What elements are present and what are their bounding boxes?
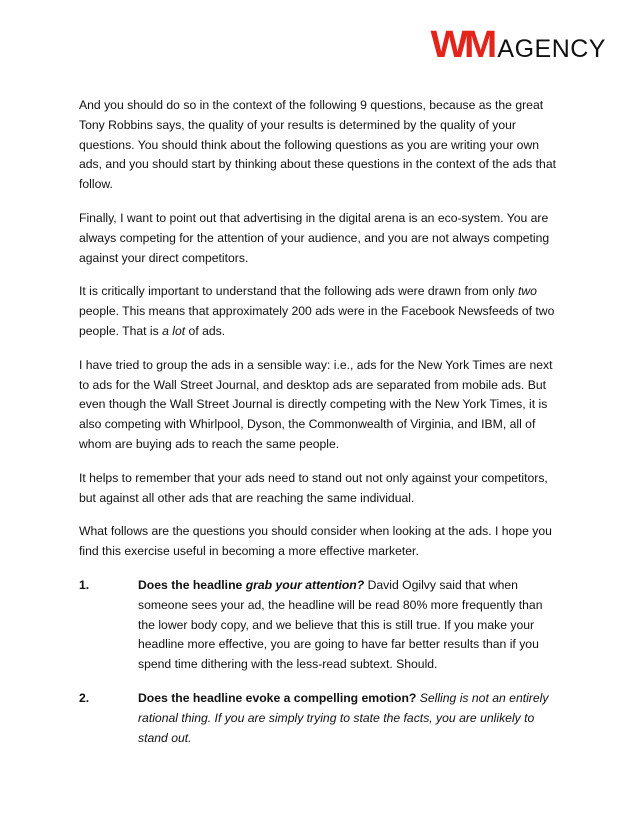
p3-emphasis-a-lot: a lot [162, 323, 186, 338]
logo-wordmark: AGENCY [497, 35, 606, 63]
logo-mark: WM [430, 24, 493, 66]
agency-logo [430, 24, 606, 66]
p3-text-a: It is critically important to understand that the following ads were drawn from only [79, 284, 518, 299]
document-body [79, 96, 559, 762]
paragraph-two-people [79, 282, 559, 341]
question-text-italic: Selling is not an entirely rational thing. If you are simply trying to state the facts, you are unlikely to stand out. [138, 690, 549, 745]
question-heading: Does the headline [138, 577, 246, 592]
paragraph-ecosystem: Finally, I want to point out that advertising in the digital arena is an eco-system. You are always competing for the attention of your audience, and you are not always competing against your direct competitors. [79, 210, 550, 265]
question-body [138, 689, 559, 748]
question-number: 1. [79, 577, 90, 592]
question-2 [79, 689, 559, 748]
p3-text-c: of ads. [185, 323, 226, 338]
question-heading-emphasis: grab your attention? [245, 577, 365, 592]
question-number: 2. [79, 690, 90, 705]
question-text: David Ogilvy said that when someone sees your ad, the headline will be read 80% more frequently than the lower body copy, and we believe that this is still true. If you make your headline more effective, you are going to have far better results than if you spend time dithering with the less-read subtext. Should. [138, 577, 543, 672]
question-heading: Does the headline evoke a compelling emotion? [138, 690, 417, 705]
p3-emphasis-two: two [517, 284, 537, 299]
paragraph-stand-out: It helps to remember that your ads need to stand out not only against your competitors, but against all other ads that are reaching the same individual. [79, 470, 548, 505]
p3-text-b: people. This means that approximately 200 ads were in the Facebook Newsfeeds of two people. That is [79, 304, 555, 338]
question-1 [79, 576, 559, 675]
paragraph-intro: And you should do so in the context of the following 9 questions, because as the great Tony Robbins says, the quality of your results is determined by the quality of your questions. You should think about the following questions as you are writing your own ads, and you should start by thinking about these questions in the context of the ads that follow. [79, 98, 556, 192]
paragraph-grouping: I have tried to group the ads in a sensible way: i.e., ads for the New York Times are next to ads for the Wall Street Journal, and desktop ads are separated from mobile ads. But even though the Wall Street Journal is directly competing with the New York Times, it is also competing with Whirlpool, Dyson, the Commonwealth of Virginia, and IBM, all of whom are buying ads to reach the same people. [79, 357, 553, 451]
paragraph-what-follows: What follows are the questions you should consider when looking at the ads. I hope you find this exercise useful in becoming a more effective marketer. [79, 524, 552, 559]
question-body [138, 576, 559, 675]
